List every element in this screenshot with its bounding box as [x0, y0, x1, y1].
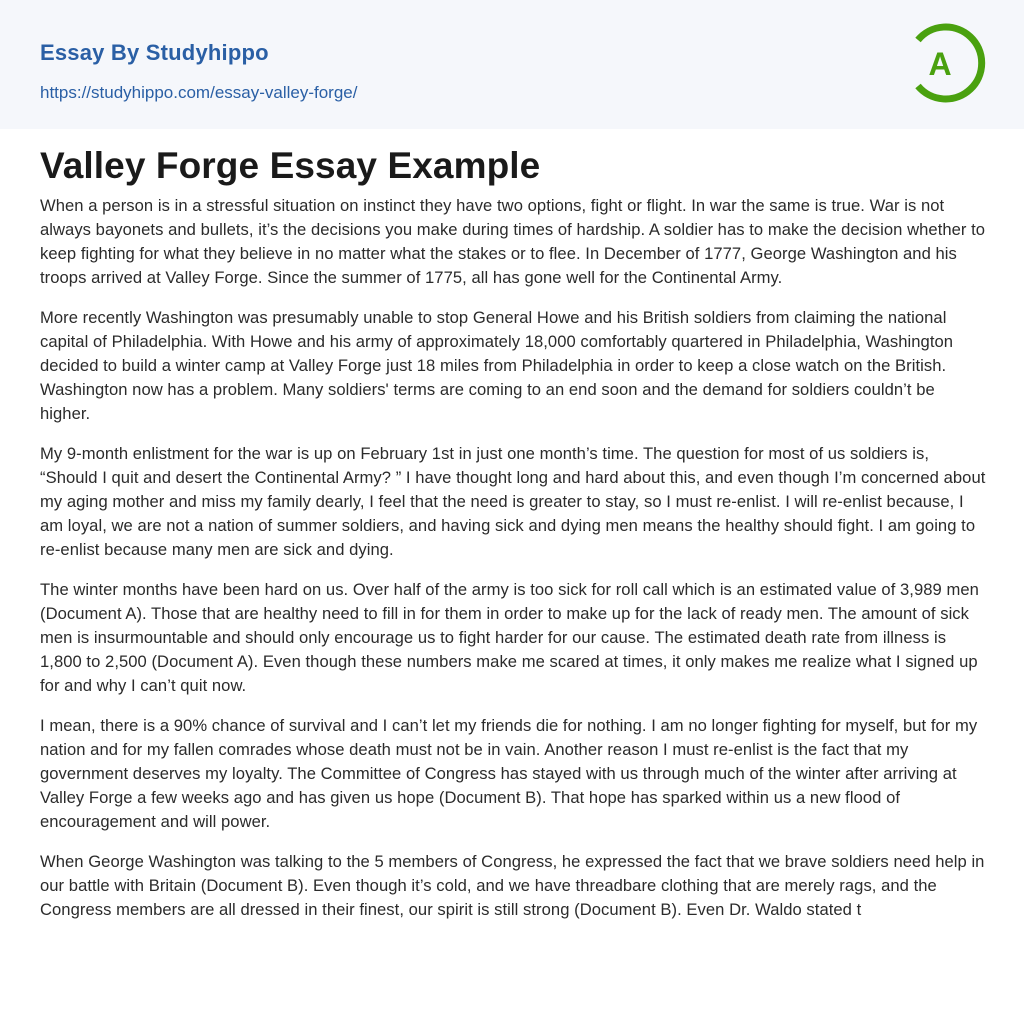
essay-body [40, 194, 988, 938]
essay-paragraph: I mean, there is a 90% chance of survival and I can’t let my friends die for nothing. I am no longer fighting for myself, but for my nation and for my fallen comrades whose death must not be in vain. Another reason I must re-enlist is the fact that my government deserves my loyalty. The Committee of Congress has stayed with us through much of the winter after arriving at Valley Forge a few weeks ago and has given us hope (Document B). That hope has sparked within us a new flood of encouragement and will power. [40, 716, 978, 831]
site-title: Essay By Studyhippo [40, 40, 269, 65]
page-title: Valley Forge Essay Example [40, 145, 541, 186]
essay-paragraph: My 9-month enlistment for the war is up on February 1st in just one month’s time. The question for most of us soldiers is, “Should I quit and desert the Continental Army? ” I have thought long and hard about this, and even though I’m concerned about my aging mother and miss my family dearly, I feel that the need is greater to stay, so I must re-enlist. I will re-enlist because, I am loyal, we are not a nation of summer soldiers, and having sick and dying men means the healthy should fight. I am going to re-enlist because many men are sick and dying. [40, 444, 986, 559]
studyhippo-a-logo-icon[interactable] [906, 20, 988, 106]
site-header [0, 0, 1024, 129]
essay-paragraph: More recently Washington was presumably unable to stop General Howe and his British soldiers from claiming the national capital of Philadelphia. With Howe and his army of approximately 18,000 comfortably quartered in Philadelphia, Washington decided to build a winter camp at Valley Forge just 18 miles from Philadelphia in order to keep a close watch on the British. Washington now has a problem. Many soldiers' terms are coming to an end soon and the demand for soldiers couldn’t be higher. [40, 308, 954, 423]
essay-paragraph: When George Washington was talking to the 5 members of Congress, he expressed the fact that we brave soldiers need help in our battle with Britain (Document B). Even though it’s cold, and we have threadbare clothing that are merely rags, and the Congress members are all dressed in their finest, our spirit is still strong (Document B). Even Dr. Waldo stated t [40, 852, 985, 919]
essay-paragraph: When a person is in a stressful situation on instinct they have two options, fight or flight. In war the same is true. War is not always bayonets and bullets, it’s the decisions you make during times of hardship. A soldier has to make the decision whether to keep fighting for what they believe in no matter what the stakes or to flee. In December of 1777, George Washington and his troops arrived at Valley Forge. Since the summer of 1775, all has gone well for the Continental Army. [40, 196, 986, 287]
essay-paragraph: The winter months have been hard on us. Over half of the army is too sick for roll call which is an estimated value of 3,989 men (Document A). Those that are healthy need to fill in for them in order to make up for the lack of ready men. The amount of sick men is insurmountable and should only encourage us to fight harder for our cause. The estimated death rate from illness is 1,800 to 2,500 (Document A). Even though these numbers make me scared at times, it only makes me realize what I signed up for and why I can’t quit now. [40, 580, 979, 695]
svg-text:A: A [928, 46, 952, 82]
essay-url-link[interactable]: https://studyhippo.com/essay-valley-forge/ [40, 83, 358, 102]
